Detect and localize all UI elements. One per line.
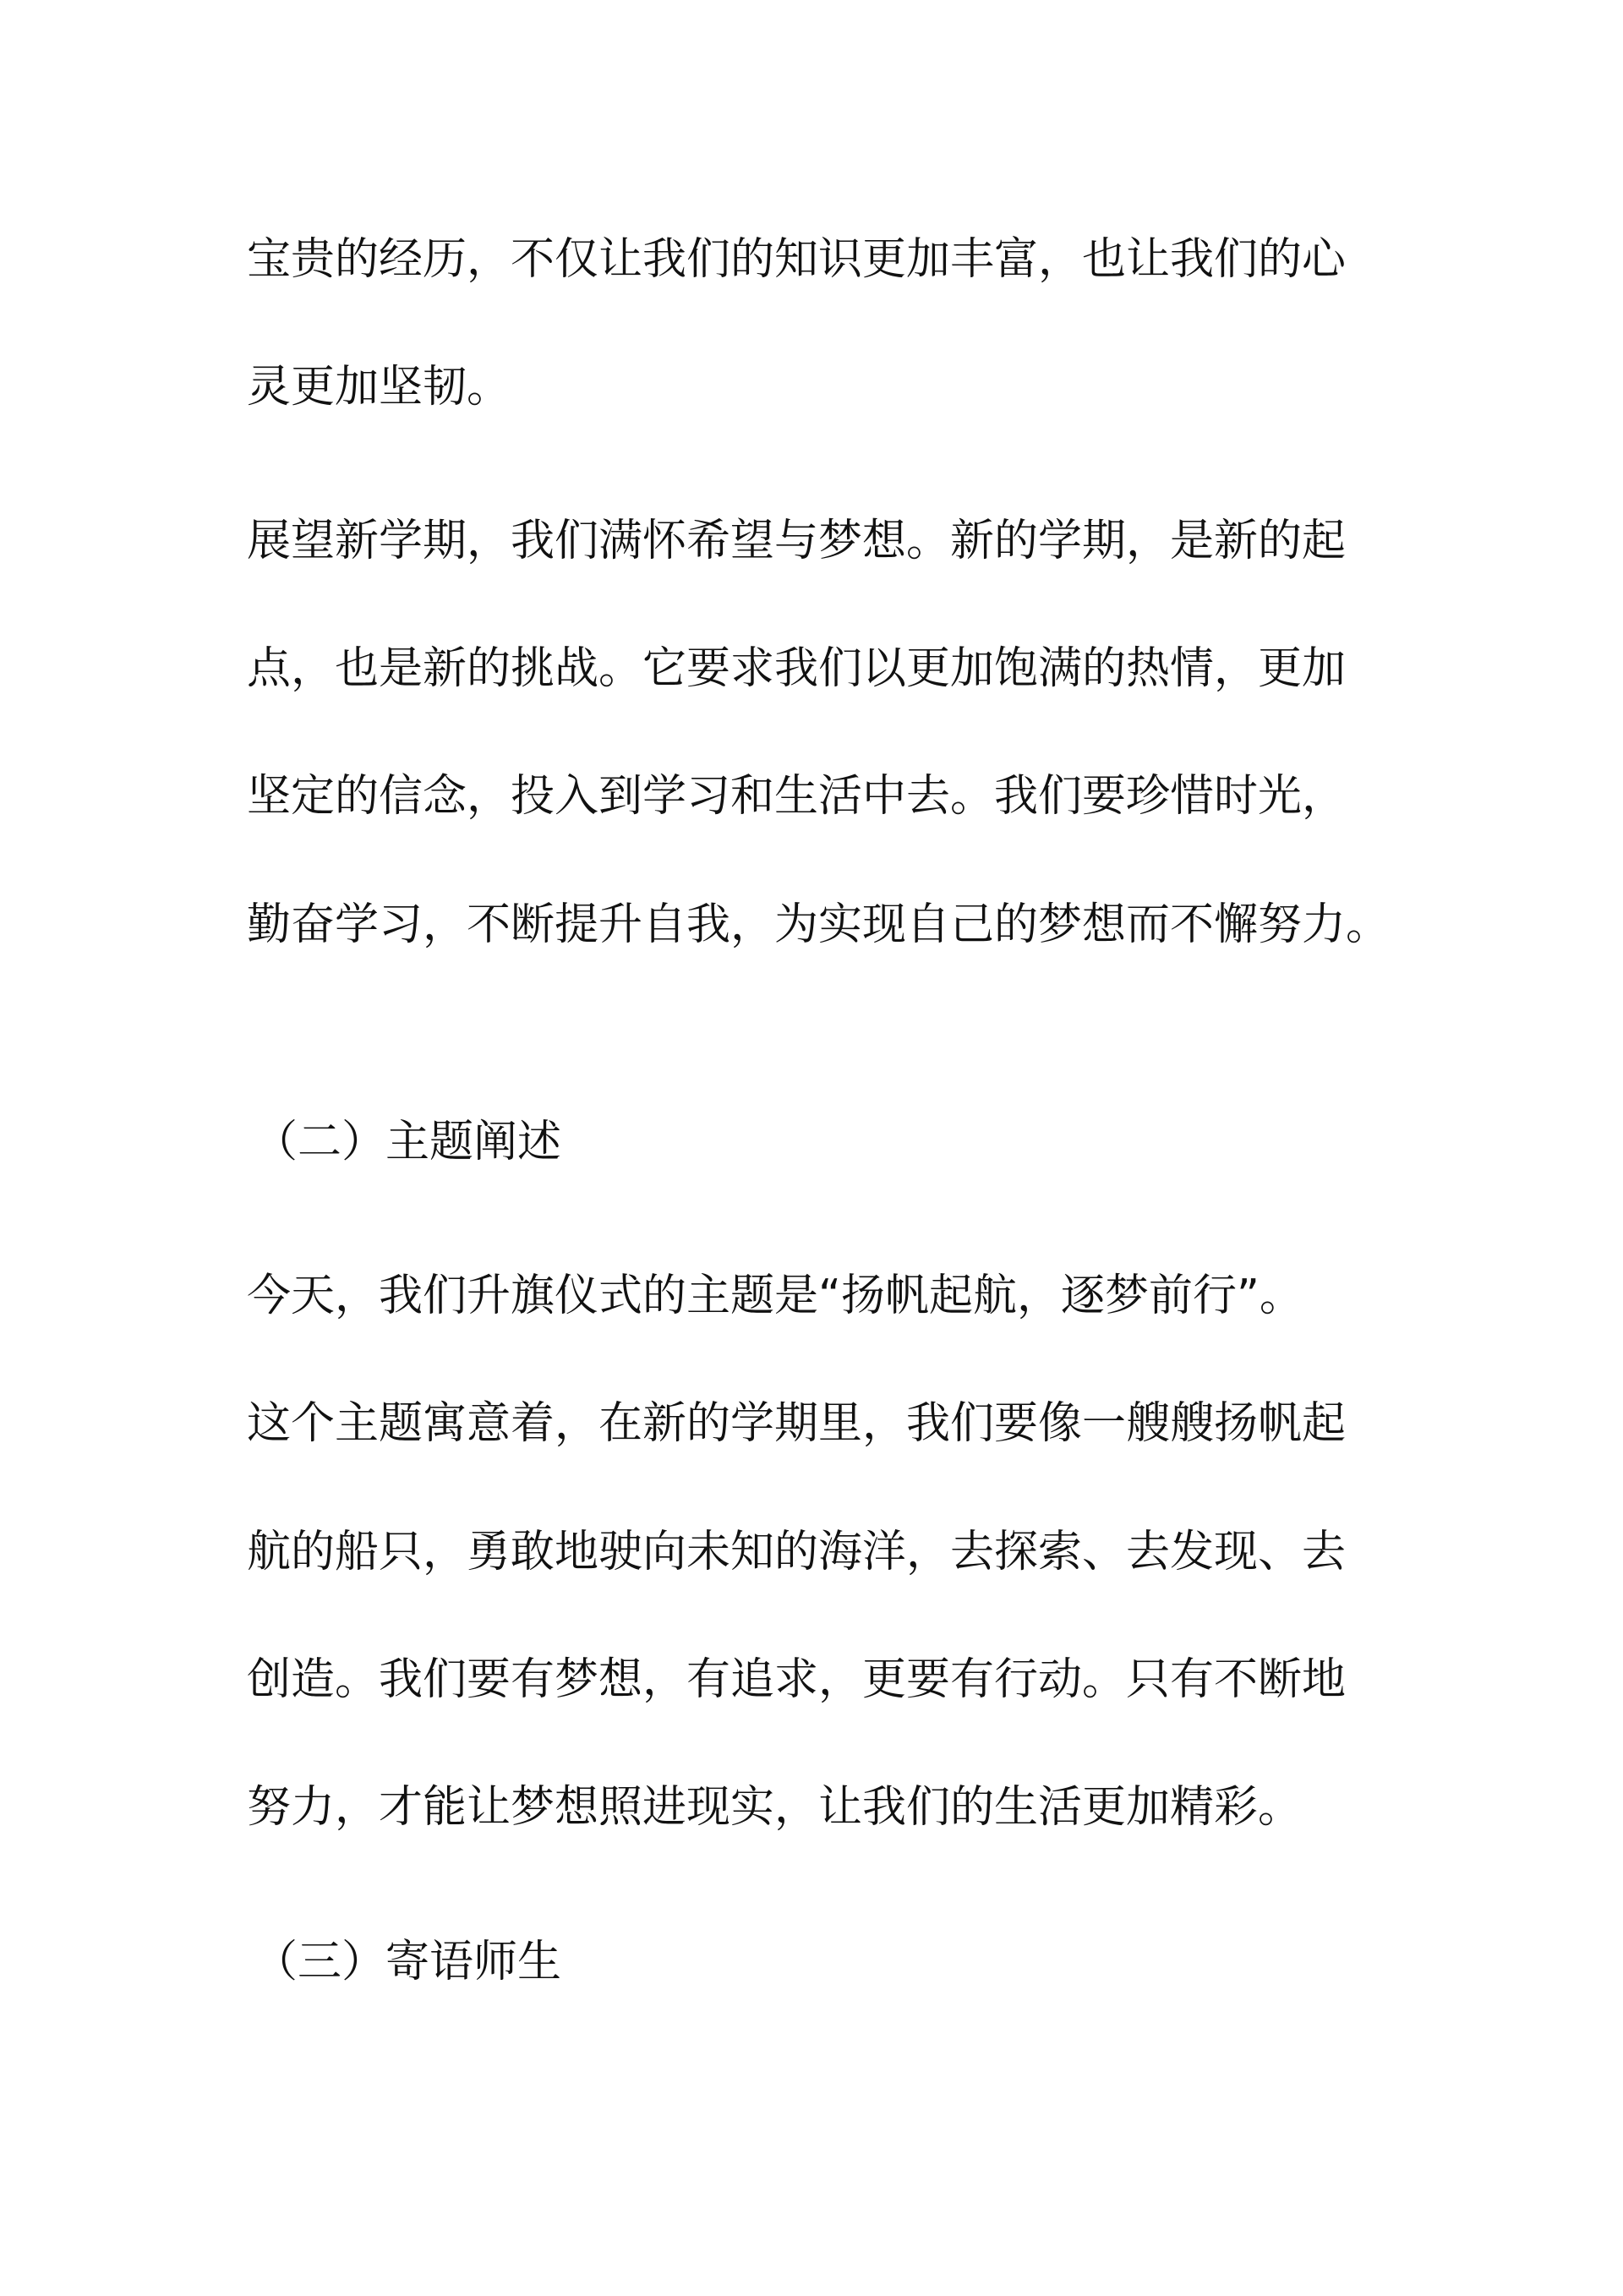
text-line: 这个主题寓意着，在新的学期里，我们要像一艘艘扬帆起 [247, 1398, 1347, 1449]
text-line: 灵更加坚韧。 [247, 362, 511, 413]
section-heading-message: （三）寄语师生 [254, 1937, 562, 1987]
text-line: 点，也是新的挑战。它要求我们以更加饱满的热情，更加 [247, 643, 1347, 694]
text-line: 今天，我们升旗仪式的主题是“扬帆起航，逐梦前行”。 [247, 1271, 1303, 1321]
section-heading-theme: （二）主题阐述 [254, 1117, 562, 1167]
text-line: 宝贵的经历，不仅让我们的知识更加丰富，也让我们的心 [247, 234, 1347, 285]
text-line: 航的船只，勇敢地驶向未知的海洋，去探索、去发现、去 [247, 1527, 1347, 1577]
text-line: 努力，才能让梦想照进现实，让我们的生活更加精彩。 [247, 1782, 1303, 1833]
text-line: 坚定的信念，投入到学习和生活中去。我们要珍惜时光， [247, 771, 1347, 822]
text-line: 创造。我们要有梦想，有追求，更要有行动。只有不断地 [247, 1654, 1347, 1705]
text-line: 勤奋学习，不断提升自我，为实现自己的梦想而不懈努力。 [247, 899, 1391, 950]
text-line: 展望新学期，我们满怀希望与梦想。新的学期，是新的起 [247, 516, 1347, 566]
